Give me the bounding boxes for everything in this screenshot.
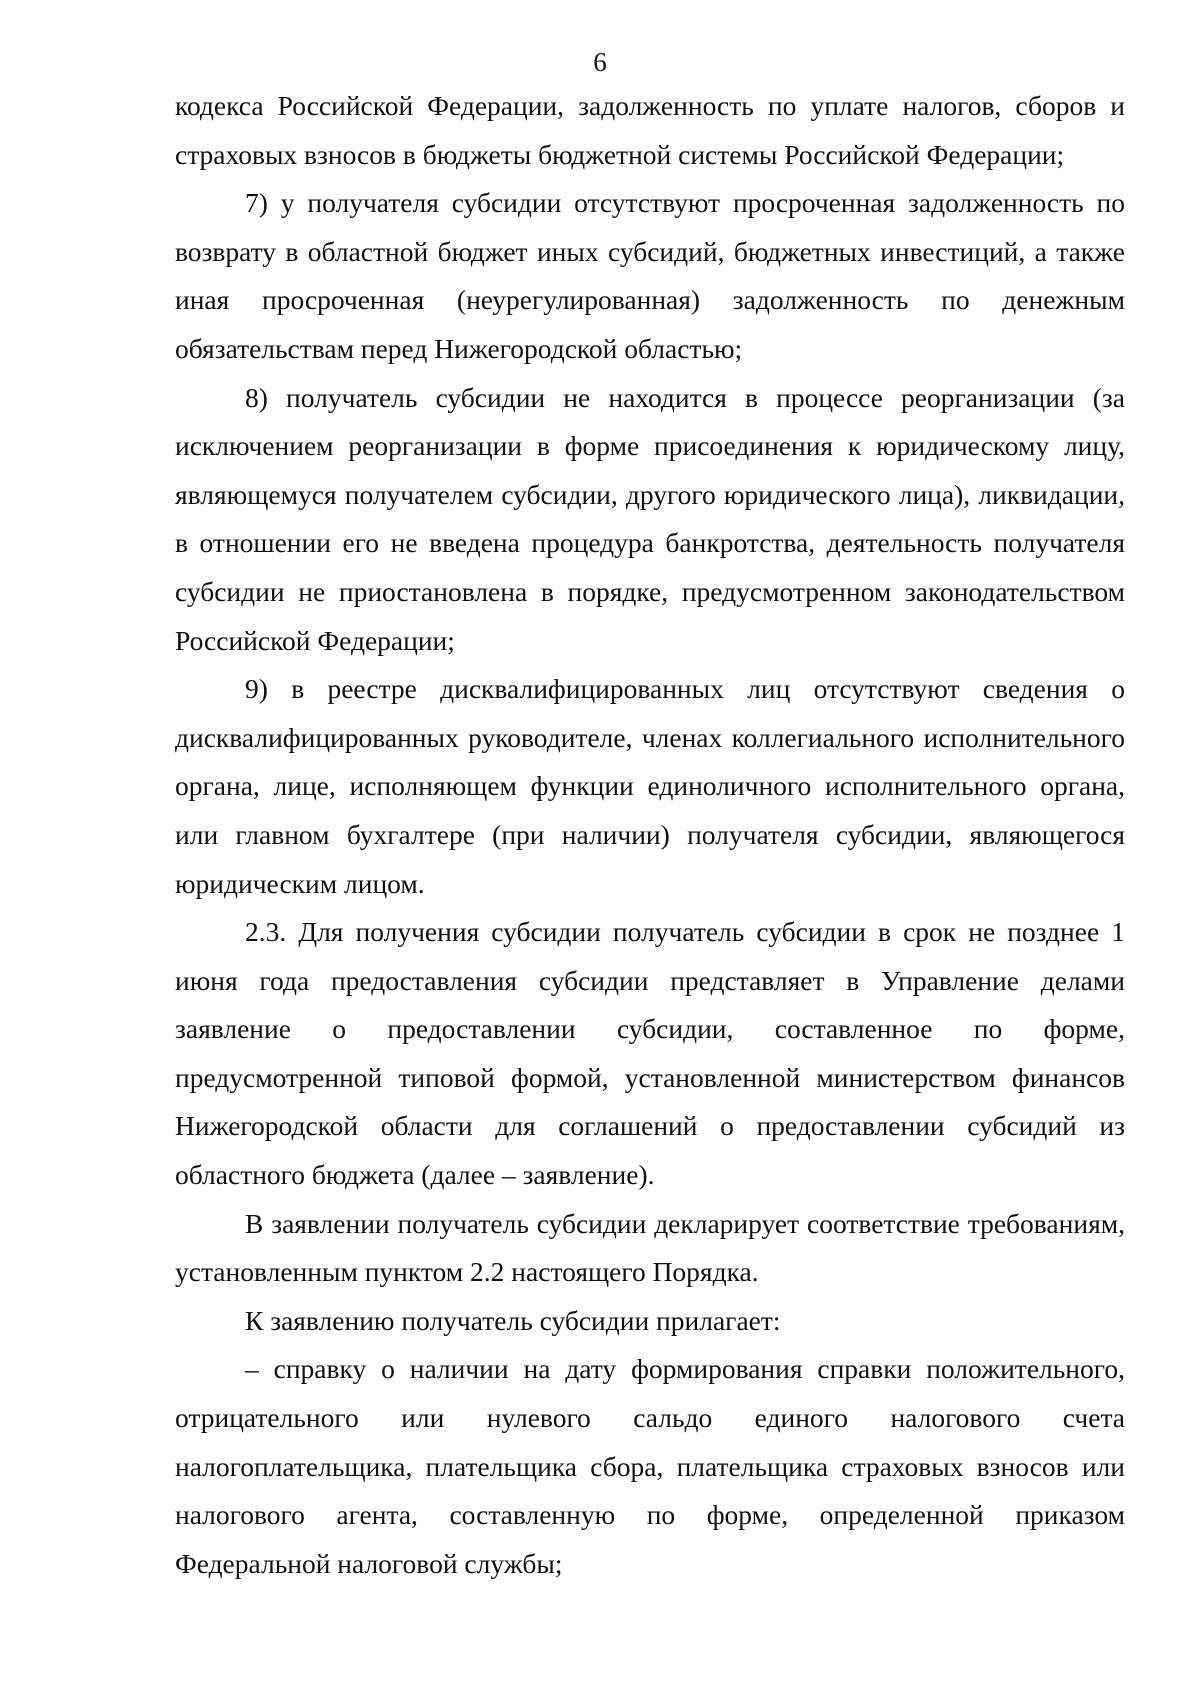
paragraph-declaration: В заявлении получатель субсидии декларирует соответствие требованиям, установленным пунктом 2.2 настоящего Порядка. [175, 1207, 1125, 1288]
page-number: 6 [593, 47, 607, 77]
paragraph-attachments-intro: К заявлению получатель субсидии прилагает: [245, 1304, 781, 1336]
document-body [175, 82, 1125, 1588]
paragraph-item-8: 8) получатель субсидии не находится в процессе реорганизации (за исключением реорганизации в форме присоединения к юридическому лицу, являющемуся получателем субсидии, другого юридического лица), ликвидации, в отношении его не введена процедура банкротства, деятельность получателя субсидии не приостановлена в порядке, предусмотренном законодательством Российской Федерации; [175, 381, 1125, 656]
paragraph-continuation: кодекса Российской Федерации, задолженность по уплате налогов, сборов и страховых взносов в бюджеты бюджетной системы Российской Федерации; [175, 90, 1125, 170]
paragraph-item-7: 7) у получателя субсидии отсутствуют просроченная задолженность по возврату в областной бюджет иных субсидий, бюджетных инвестиций, а также иная просроченная (неурегулированная) задолженность по денежным обязательствам перед Нижегородской областью; [175, 187, 1125, 364]
paragraph-item-9: 9) в реестре дисквалифицированных лиц отсутствуют сведения о дисквалифицированных руководителе, членах коллегиального исполнительного органа, лице, исполняющем функции единоличного исполнительного органа, или главном бухгалтере (при наличии) получателя субсидии, являющегося юридическим лицом. [175, 673, 1125, 899]
paragraph-attachment-tax-certificate: – справку о наличии на дату формирования справки положительного, отрицательного или нулевого сальдо единого налогового счета налогоплательщика, плательщика сбора, плательщика страховых взносов или налогового агента, составленную по форме, определенной приказом Федеральной налоговой службы; [175, 1353, 1125, 1579]
paragraph-section-2-3: 2.3. Для получения субсидии получатель субсидии в срок не позднее 1 июня года предоставления субсидии представляет в Управление делами заявление о предоставлении субсидии, составленное по форме, предусмотренной типовой формой, установленной министерством финансов Нижегородской области для соглашений о предоставлении субсидий из областного бюджета (далее – заявление). [175, 916, 1125, 1191]
